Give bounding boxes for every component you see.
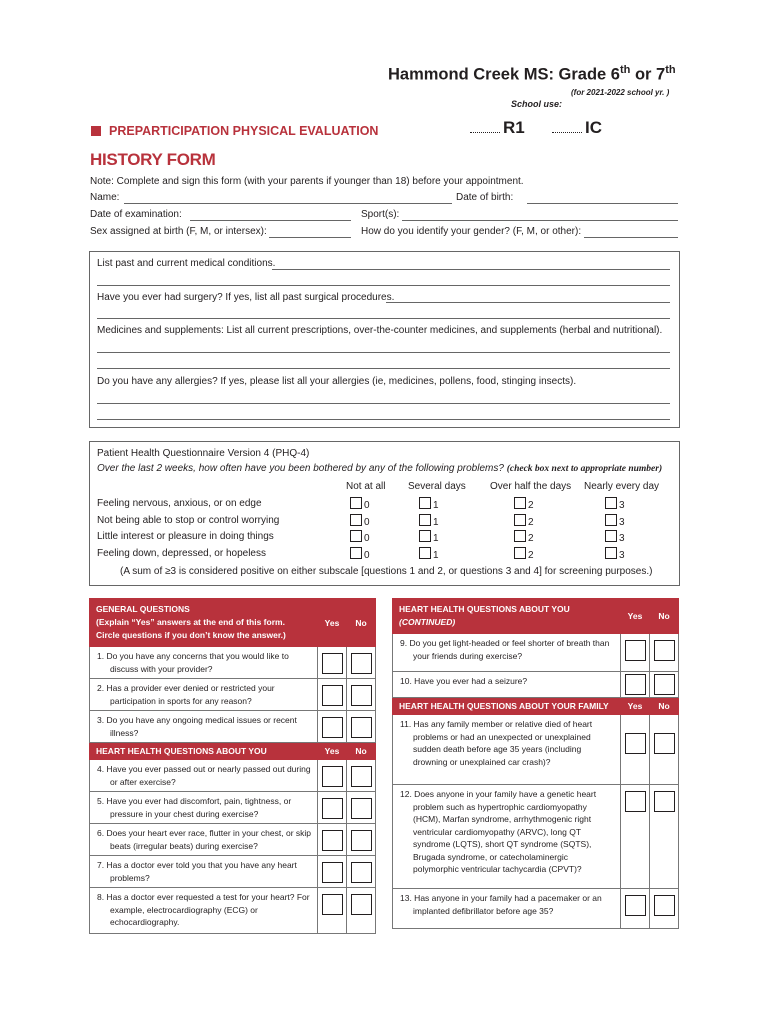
col-over-half: Over half the days xyxy=(490,481,572,492)
no-checkbox[interactable] xyxy=(351,685,372,706)
school-title: Hammond Creek MS: Grade 6th or 7th xyxy=(388,64,676,84)
surgery-label: Have you ever had surgery? If yes, list all past surgical procedures. xyxy=(97,292,395,303)
checkbox-icon[interactable] xyxy=(350,530,362,542)
surgery-field-2[interactable] xyxy=(97,318,670,319)
yes-checkbox[interactable] xyxy=(625,733,646,754)
gender-label: How do you identify your gender? (F, M, or other): xyxy=(361,226,582,237)
no-checkbox[interactable] xyxy=(351,653,372,674)
no-checkbox[interactable] xyxy=(351,717,372,738)
checkbox-icon[interactable] xyxy=(514,497,526,509)
heart-header: HEART HEALTH QUESTIONS ABOUT YOU xyxy=(90,743,318,760)
code-r1: R1 xyxy=(470,118,525,138)
yes-header: Yes xyxy=(621,698,650,715)
yes-checkbox[interactable] xyxy=(625,674,646,695)
phq-option[interactable]: 0 xyxy=(350,497,370,511)
surgery-field[interactable] xyxy=(386,302,670,303)
exam-date-label: Date of examination: xyxy=(90,209,182,220)
phq-footnote: (A sum of ≥3 is considered positive on either subscale [questions 1 and 2, or questions 3 and 4] for screening purposes.) xyxy=(120,566,653,577)
yes-checkbox[interactable] xyxy=(322,717,343,738)
name-field[interactable] xyxy=(124,203,452,204)
exam-date-field[interactable] xyxy=(190,220,351,221)
question-12: 12. Does anyone in your family have a genetic heart problem such as hypertrophic cardiomyopathy (HCM), Marfan syndrome, arrhythmogenic right ventricular cardiomyopathy (ARVC), long QT syndrome (LQTS), short QT syndrome (SQTS), Brugada syndrome, or catecholaminergic polymorphic ventricular tachycardia (CPVT)? xyxy=(393,785,621,889)
yes-checkbox[interactable] xyxy=(322,798,343,819)
ic-blank[interactable] xyxy=(552,132,582,133)
history-form-title: HISTORY FORM xyxy=(90,150,216,169)
yes-checkbox[interactable] xyxy=(322,894,343,915)
no-checkbox[interactable] xyxy=(654,791,675,812)
yes-checkbox[interactable] xyxy=(322,862,343,883)
question-6: 6. Does your heart ever race, flutter in your chest, or skip beats (irregular beats) during exercise? xyxy=(90,824,318,856)
phq4-title: Patient Health Questionnaire Version 4 (PHQ-4) xyxy=(97,448,310,459)
yes-header: Yes xyxy=(621,599,650,634)
question-3: 3. Do you have any ongoing medical issues or recent illness? xyxy=(90,711,318,743)
ppe-title: PREPARTICIPATION PHYSICAL EVALUATION xyxy=(91,124,378,138)
question-10: 10. Have you ever had a seizure? xyxy=(393,672,621,698)
name-label: Name: xyxy=(90,192,120,203)
dob-label: Date of birth: xyxy=(456,192,514,203)
no-header: No xyxy=(347,743,376,760)
yes-header: Yes xyxy=(318,599,347,647)
checkbox-icon[interactable] xyxy=(419,497,431,509)
yes-checkbox[interactable] xyxy=(625,640,646,661)
phq-option[interactable]: 1 xyxy=(419,497,439,511)
gender-field[interactable] xyxy=(584,237,678,238)
sports-label: Sport(s): xyxy=(361,209,400,220)
medicines-field-2[interactable] xyxy=(97,368,670,369)
school-year: (for 2021-2022 school yr. ) xyxy=(571,88,670,97)
phq-option[interactable]: 2 xyxy=(514,514,534,528)
no-checkbox[interactable] xyxy=(351,766,372,787)
checkbox-icon[interactable] xyxy=(419,514,431,526)
yes-checkbox[interactable] xyxy=(322,653,343,674)
col-nearly-every-day: Nearly every day xyxy=(584,481,660,492)
heart-continued-header: HEART HEALTH QUESTIONS ABOUT YOU (CONTINUED) xyxy=(393,599,621,634)
conditions-label: List past and current medical conditions. xyxy=(97,258,276,269)
no-checkbox[interactable] xyxy=(654,640,675,661)
question-13: 13. Has anyone in your family had a pacemaker or an implanted defibrillator before age 35? xyxy=(393,889,621,929)
phq-option[interactable]: 0 xyxy=(350,530,370,544)
phq-row-label: Little interest or pleasure in doing things xyxy=(97,531,274,542)
no-checkbox[interactable] xyxy=(654,895,675,916)
sports-field[interactable] xyxy=(402,220,678,221)
phq-option[interactable]: 3 xyxy=(605,497,625,511)
checkbox-icon[interactable] xyxy=(605,547,617,559)
question-1: 1. Do you have any concerns that you would like to discuss with your provider? xyxy=(90,647,318,679)
code-ic: IC xyxy=(552,118,602,138)
heart-health-table xyxy=(392,598,679,929)
yes-checkbox[interactable] xyxy=(625,791,646,812)
school-use-label: School use: xyxy=(511,99,563,109)
no-header: No xyxy=(650,698,679,715)
no-header: No xyxy=(650,599,679,634)
checkbox-icon[interactable] xyxy=(350,547,362,559)
no-header: No xyxy=(347,599,376,647)
checkbox-icon[interactable] xyxy=(605,530,617,542)
phq-option[interactable]: 3 xyxy=(605,514,625,528)
general-header: GENERAL QUESTIONS (Explain “Yes” answers at the end of this form. Circle questions if you don’t know the answer.) xyxy=(90,599,318,647)
phq-option[interactable]: 0 xyxy=(350,547,370,561)
col-not-at-all: Not at all xyxy=(346,481,386,492)
phq-option[interactable]: 1 xyxy=(419,547,439,561)
allergies-label: Do you have any allergies? If yes, please list all your allergies (ie, medicines, pollens, food, stinging insects). xyxy=(97,376,577,387)
phq-option[interactable]: 3 xyxy=(605,530,625,544)
square-bullet-icon xyxy=(91,126,101,136)
question-4: 4. Have you ever passed out or nearly passed out during or after exercise? xyxy=(90,760,318,792)
medical-history-box xyxy=(89,251,680,428)
checkbox-icon[interactable] xyxy=(514,514,526,526)
no-checkbox[interactable] xyxy=(351,798,372,819)
allergies-field-1[interactable] xyxy=(97,403,670,404)
conditions-field[interactable] xyxy=(272,269,670,270)
yes-header: Yes xyxy=(318,743,347,760)
note: Note: Complete and sign this form (with your parents if younger than 18) before your appointment. xyxy=(90,176,524,187)
phq-row-label: Feeling nervous, anxious, or on edge xyxy=(97,498,262,509)
checkbox-icon[interactable] xyxy=(514,547,526,559)
phq-option[interactable]: 1 xyxy=(419,530,439,544)
phq-option[interactable]: 2 xyxy=(514,497,534,511)
r1-blank[interactable] xyxy=(470,132,500,133)
sex-label: Sex assigned at birth (F, M, or intersex): xyxy=(90,226,267,237)
yes-checkbox[interactable] xyxy=(322,766,343,787)
medicines-field-1[interactable] xyxy=(97,352,670,353)
phq-option[interactable]: 1 xyxy=(419,514,439,528)
phq-option[interactable]: 2 xyxy=(514,547,534,561)
no-checkbox[interactable] xyxy=(351,862,372,883)
sex-field[interactable] xyxy=(269,237,351,238)
checkbox-icon[interactable] xyxy=(350,497,362,509)
question-9: 9. Do you get light-headed or feel shorter of breath than your friends during exercise? xyxy=(393,634,621,672)
checkbox-icon[interactable] xyxy=(605,514,617,526)
no-checkbox[interactable] xyxy=(654,674,675,695)
checkbox-icon[interactable] xyxy=(419,547,431,559)
no-checkbox[interactable] xyxy=(351,894,372,915)
phq-option[interactable]: 3 xyxy=(605,547,625,561)
no-checkbox[interactable] xyxy=(351,830,372,851)
yes-checkbox[interactable] xyxy=(625,895,646,916)
dob-field[interactable] xyxy=(527,203,678,204)
question-11: 11. Has any family member or relative died of heart problems or had an unexpected or unexplained sudden death before age 35 years (including drowning or unexplained car crash)? xyxy=(393,715,621,785)
col-several-days: Several days xyxy=(408,481,466,492)
medicines-label: Medicines and supplements: List all current prescriptions, over-the-counter medicines, and supplements (herbal and nutritional). xyxy=(97,325,663,336)
family-header: HEART HEALTH QUESTIONS ABOUT YOUR FAMILY xyxy=(393,698,621,715)
general-questions-table xyxy=(89,598,376,934)
yes-checkbox[interactable] xyxy=(322,685,343,706)
checkbox-icon[interactable] xyxy=(605,497,617,509)
question-2: 2. Has a provider ever denied or restricted your participation in sports for any reason? xyxy=(90,679,318,711)
phq-row-label: Not being able to stop or control worrying xyxy=(97,515,280,526)
yes-checkbox[interactable] xyxy=(322,830,343,851)
conditions-field-2[interactable] xyxy=(97,285,670,286)
phq4-question: Over the last 2 weeks, how often have you been bothered by any of the following problems? (check box next to appropriate number) xyxy=(97,463,663,474)
no-checkbox[interactable] xyxy=(654,733,675,754)
checkbox-icon[interactable] xyxy=(350,514,362,526)
allergies-field-2[interactable] xyxy=(97,419,670,420)
phq-row-label: Feeling down, depressed, or hopeless xyxy=(97,548,266,559)
checkbox-icon[interactable] xyxy=(514,530,526,542)
question-5: 5. Have you ever had discomfort, pain, tightness, or pressure in your chest during exercise? xyxy=(90,792,318,824)
checkbox-icon[interactable] xyxy=(419,530,431,542)
question-8: 8. Has a doctor ever requested a test for your heart? For example, electrocardiography (ECG) or echocardiography. xyxy=(90,888,318,934)
phq-option[interactable]: 2 xyxy=(514,530,534,544)
question-7: 7. Has a doctor ever told you that you have any heart problems? xyxy=(90,856,318,888)
phq-option[interactable]: 0 xyxy=(350,514,370,528)
